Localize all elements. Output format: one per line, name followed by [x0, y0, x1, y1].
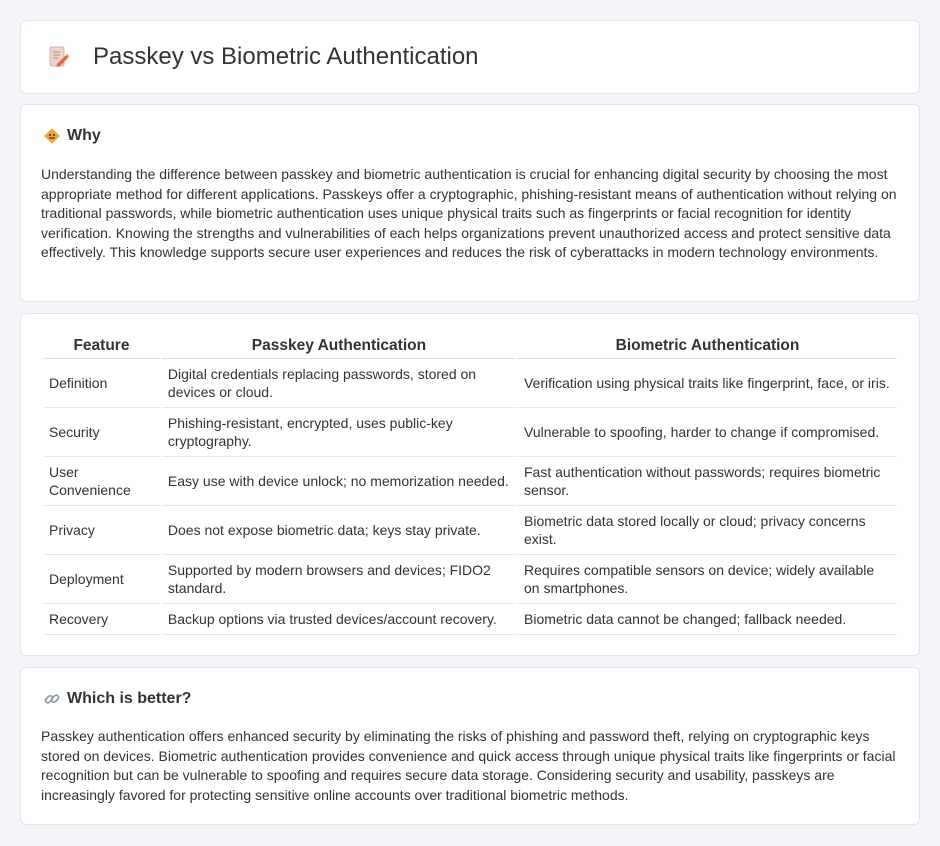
table-row — [43, 555, 897, 604]
better-text: Passkey authentication offers enhanced security by eliminating the risks of phishing and password theft, relying on cryptographic keys stored on devices. Biometric authentication provides convenience and quick access through unique physical traits like fingerprints or facial recognition but can be vulnerable to spoofing and requires secure data storage. Considering security and usability, passkeys are increasingly favored for protecting sensitive online accounts over traditional biometric methods. — [41, 728, 896, 803]
feature-cell: User Convenience — [43, 457, 160, 506]
better-heading: Which is better? — [67, 690, 192, 707]
table-row — [43, 359, 897, 408]
biometric-cell: Biometric data stored locally or cloud; privacy concerns exist. — [518, 506, 897, 555]
passkey-cell: Supported by modern browsers and devices; FIDO2 standard. — [162, 555, 516, 604]
better-section — [20, 667, 920, 825]
biometric-cell: Verification using physical traits like fingerprint, face, or iris. — [518, 359, 897, 408]
feature-cell: Deployment — [43, 555, 160, 604]
header-passkey: Passkey Authentication — [162, 333, 516, 359]
why-heading: Why — [67, 127, 101, 144]
biometric-cell: Biometric data cannot be changed; fallback needed. — [518, 604, 897, 635]
comparison-section — [20, 313, 920, 656]
passkey-cell: Backup options via trusted devices/account recovery. — [162, 604, 516, 635]
passkey-cell: Does not expose biometric data; keys stay private. — [162, 506, 516, 555]
biometric-cell: Vulnerable to spoofing, harder to change if compromised. — [518, 408, 897, 457]
why-section — [20, 104, 920, 302]
passkey-cell: Digital credentials replacing passwords, stored on devices or cloud. — [162, 359, 516, 408]
why-heading-row — [43, 127, 101, 145]
table-row — [43, 506, 897, 555]
passkey-cell: Easy use with device unlock; no memorization needed. — [162, 457, 516, 506]
header-biometric: Biometric Authentication — [518, 333, 897, 359]
passkey-cell: Phishing-resistant, encrypted, uses public-key cryptography. — [162, 408, 516, 457]
header-feature: Feature — [43, 333, 160, 359]
feature-cell: Recovery — [43, 604, 160, 635]
document-pen-icon — [47, 45, 71, 69]
table-row — [43, 457, 897, 506]
table-header-row — [43, 333, 897, 359]
feature-cell: Security — [43, 408, 160, 457]
table-row — [43, 604, 897, 635]
feature-cell: Privacy — [43, 506, 160, 555]
biometric-cell: Requires compatible sensors on device; widely available on smartphones. — [518, 555, 897, 604]
title-card — [20, 20, 920, 94]
comparison-table — [41, 333, 899, 635]
why-text: Understanding the difference between passkey and biometric authentication is crucial for enhancing digital security by choosing the most appropriate method for different applications. Passkeys offer a cryptographic, phishing-resistant means of authentication without relying on traditional passwords, while biometric authentication uses unique physical traits such as fingerprints or facial recognition for identity verification. Knowing the strengths and vulnerabilities of each helps organizations prevent unauthorized access and protect sensitive data effectively. This knowledge supports secure user experiences and reduces the risk of cyberattacks in modern technology environments. — [41, 166, 897, 260]
warning-diamond-icon — [43, 127, 61, 145]
feature-cell: Definition — [43, 359, 160, 408]
biometric-cell: Fast authentication without passwords; requires biometric sensor. — [518, 457, 897, 506]
page-title: Passkey vs Biometric Authentication — [93, 43, 479, 70]
link-icon — [43, 690, 61, 708]
table-row — [43, 408, 897, 457]
better-heading-row — [43, 690, 191, 708]
